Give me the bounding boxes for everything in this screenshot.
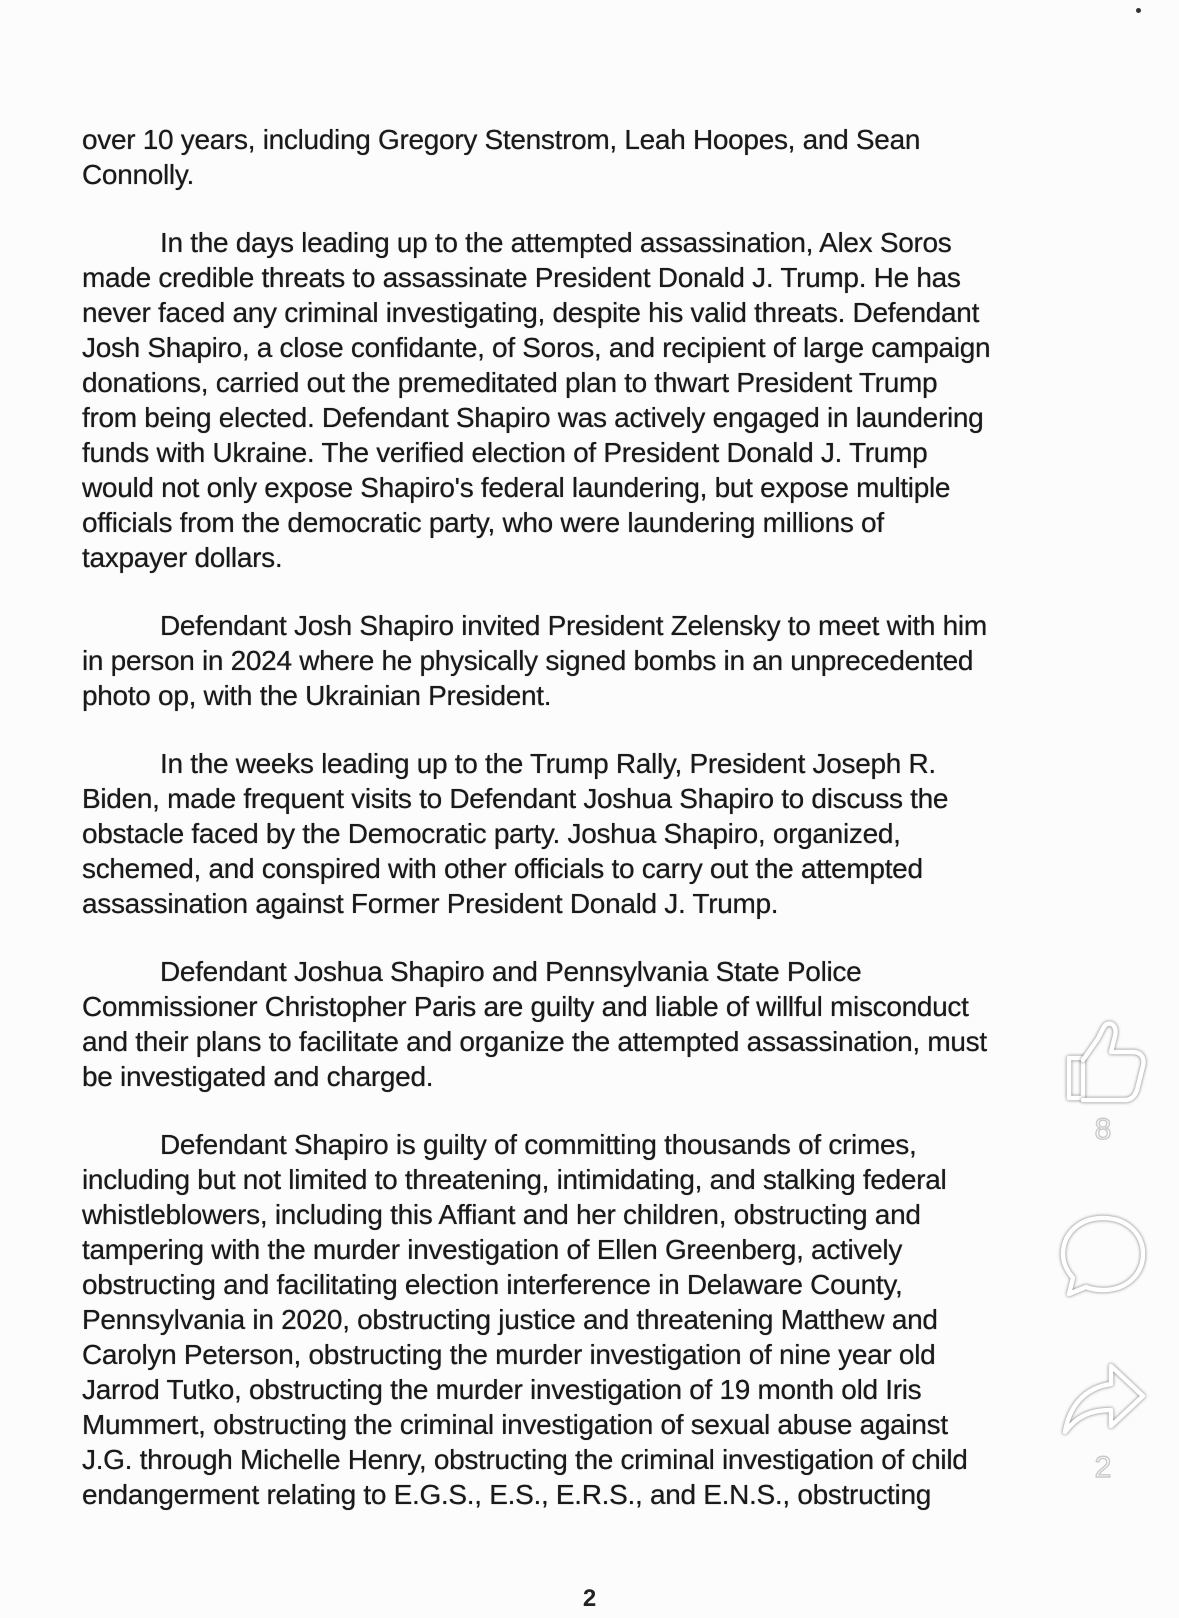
document-line: Josh Shapiro, a close confidante, of Soros, and recipient of large campaign [82, 332, 991, 363]
thumbs-up-icon [1055, 1018, 1151, 1108]
share-arrow-icon [1055, 1356, 1151, 1446]
document-line: whistleblowers, including this Affiant and her children, obstructing and [82, 1199, 921, 1230]
like-count: 8 [1094, 1113, 1112, 1146]
document-line: obstructing and facilitating election interference in Delaware County, [82, 1269, 903, 1300]
document-paragraph [82, 122, 1092, 192]
document-line: schemed, and conspired with other officials to carry out the attempted [82, 853, 923, 884]
document-line: J.G. through Michelle Henry, obstructing the criminal investigation of child [82, 1444, 968, 1475]
document-line: over 10 years, including Gregory Stenstrom, Leah Hoopes, and Sean [82, 124, 921, 155]
comment-button[interactable] [1055, 1210, 1151, 1300]
comment-bubble-icon [1055, 1210, 1151, 1300]
document-line: Defendant Shapiro is guilty of committing thousands of crimes, [160, 1129, 917, 1160]
document-line: Defendant Josh Shapiro invited President Zelensky to meet with him [160, 610, 987, 641]
document-line: Connolly. [82, 159, 194, 190]
document-line: Mummert, obstructing the criminal investigation of sexual abuse against [82, 1409, 948, 1440]
document-line: In the weeks leading up to the Trump Rally, President Joseph R. [160, 748, 936, 779]
document-line: Defendant Joshua Shapiro and Pennsylvania State Police [160, 956, 862, 987]
document-line: tampering with the murder investigation of Ellen Greenberg, actively [82, 1234, 903, 1265]
document-line: would not only expose Shapiro's federal laundering, but expose multiple [82, 472, 951, 503]
document-line: officials from the democratic party, who were laundering millions of [82, 507, 884, 538]
document-line: funds with Ukraine. The verified election of President Donald J. Trump [82, 437, 928, 468]
document-line: taxpayer dollars. [82, 542, 283, 573]
document-paragraph [82, 608, 1092, 713]
document-line: Carolyn Peterson, obstructing the murder investigation of nine year old [82, 1339, 936, 1370]
document-paragraph [82, 746, 1092, 921]
document-line: made credible threats to assassinate President Donald J. Trump. He has [82, 262, 961, 293]
document-line: donations, carried out the premeditated plan to thwart President Trump [82, 367, 938, 398]
share-count: 2 [1094, 1451, 1112, 1484]
document-line: including but not limited to threatening, intimidating, and stalking federal [82, 1164, 947, 1195]
document-paragraph [82, 225, 1092, 575]
document-line: in person in 2024 where he physically signed bombs in an unprecedented [82, 645, 974, 676]
document-line: from being elected. Defendant Shapiro was actively engaged in laundering [82, 402, 984, 433]
document-line: endangerment relating to E.G.S., E.S., E.R.S., and E.N.S., obstructing [82, 1479, 931, 1510]
document-paragraph [82, 1127, 1092, 1512]
document-line: Commissioner Christopher Paris are guilty and liable of willful misconduct [82, 991, 969, 1022]
status-dot [1136, 8, 1141, 13]
share-button[interactable] [1055, 1356, 1151, 1484]
like-button[interactable] [1055, 1018, 1151, 1146]
document-line: never faced any criminal investigating, despite his valid threats. Defendant [82, 297, 980, 328]
document-line: Pennsylvania in 2020, obstructing justice and threatening Matthew and [82, 1304, 938, 1335]
document-paragraph [82, 954, 1092, 1094]
document-line: be investigated and charged. [82, 1061, 434, 1092]
document-line: and their plans to facilitate and organize the attempted assassination, must [82, 1026, 987, 1057]
document-page [82, 122, 1092, 1545]
document-line: Biden, made frequent visits to Defendant Joshua Shapiro to discuss the [82, 783, 949, 814]
page-number: 2 [582, 1585, 597, 1612]
document-line: In the days leading up to the attempted assassination, Alex Soros [160, 227, 952, 258]
document-line: obstacle faced by the Democratic party. Joshua Shapiro, organized, [82, 818, 901, 849]
document-line: assassination against Former President Donald J. Trump. [82, 888, 779, 919]
document-line: Jarrod Tutko, obstructing the murder investigation of 19 month old Iris [82, 1374, 922, 1405]
document-line: photo op, with the Ukrainian President. [82, 680, 552, 711]
